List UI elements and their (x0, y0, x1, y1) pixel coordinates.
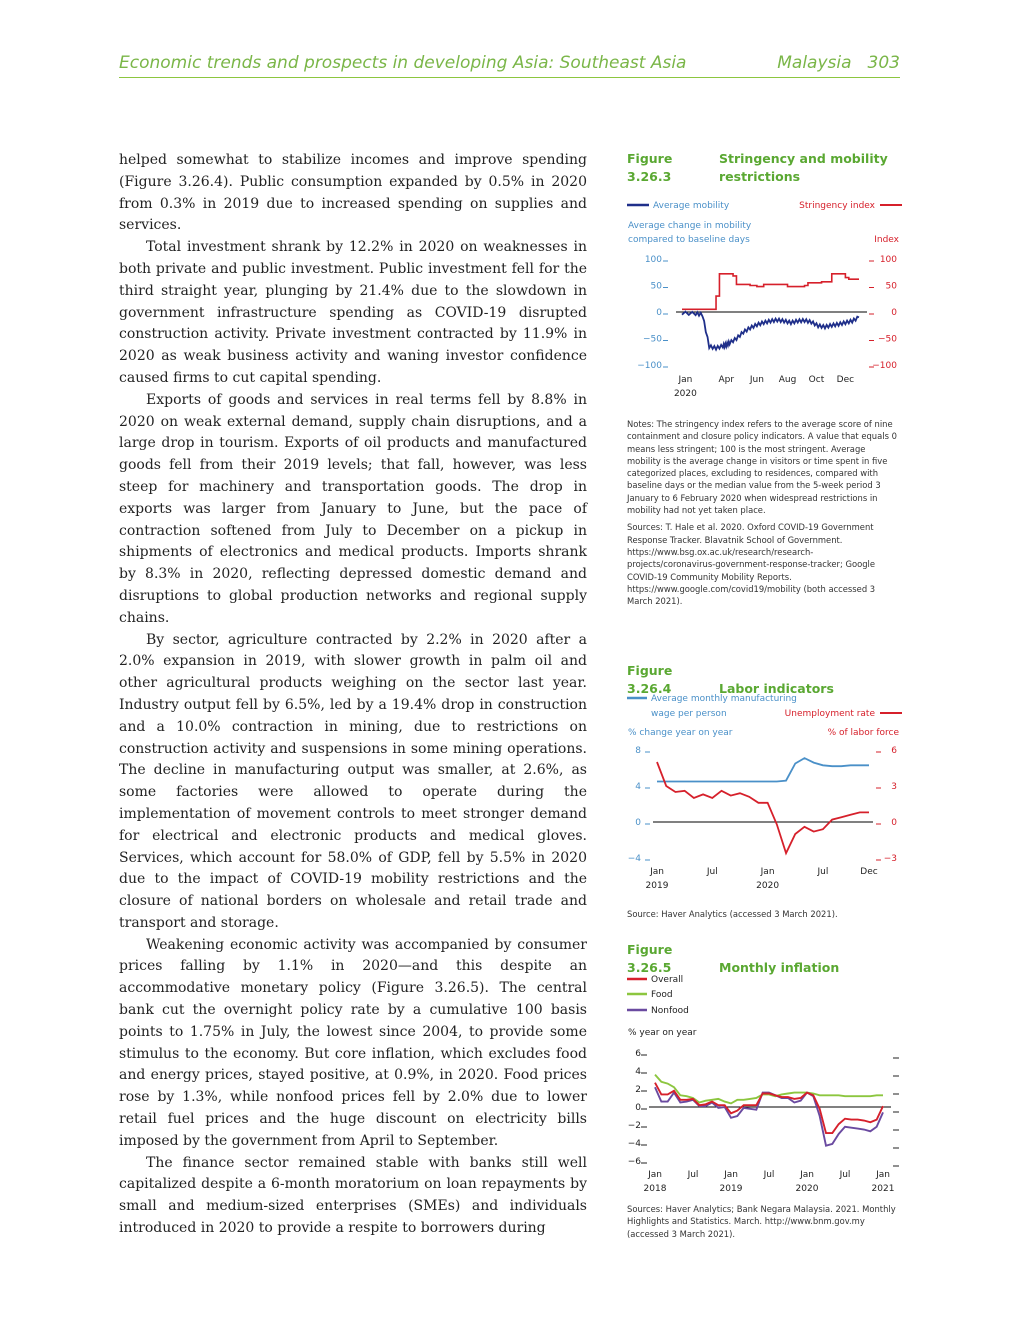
axis-title-left: % change year on year (628, 728, 733, 738)
figure-caption: Labor indicators (719, 681, 834, 696)
x-year-label: 2018 (643, 1184, 667, 1194)
paragraph: Weakening economic activity was accompanied by consumer prices falling by 1.1% in 2020—and this despite an accommodative monetary policy (Figure 3.26.5). The central bank cut the overnight policy rate by a cumulative 100 basis points to 1.75% in July, the lowest since 2004, to provide some stimulus to the economy. But core inflation, which excludes food and energy prices, stayed positive, at 0.9%, in 2020. Food prices rose by 1.3%, while nonfood prices fell by 2.0% due to lower retail fuel prices and the huge discount on electricity bills imposed by the government from April to September. (119, 936, 587, 1149)
tick-right: 3 (891, 782, 897, 792)
figure-number: Figure 3.26.4 (627, 663, 673, 696)
tick-right: 100 (879, 255, 897, 265)
axis-title-left-line2: compared to baseline days (628, 235, 750, 245)
x-tick-label: Jul (839, 1170, 851, 1180)
x-year-label: 2019 (719, 1184, 743, 1194)
axis-title-right: % of labor force (827, 728, 899, 738)
paragraph: The finance sector remained stable with banks still well capitalized despite a 6-month moratorium on loan repayments by small and medium-sized enterprises (SMEs) and individuals introduced in 2020 to provide a respite to borrowers during (119, 1154, 587, 1237)
x-tick-label: Jul (817, 867, 829, 877)
legend-label-stringency: Stringency index (799, 201, 875, 211)
legend-label-nonfood: Nonfood (651, 1006, 689, 1016)
tick-left: 100 (644, 255, 662, 265)
tick-left: 6 (635, 1049, 641, 1059)
x-tick-label: Jan (650, 867, 664, 877)
paragraph: By sector, agriculture contracted by 2.2% in 2020 after a 2.0% expansion in 2019, with slower growth in palm oil and other agricultural products weighing on the sector last year. Industry output fell by 6.5%, led by a 19.4% drop in construction and a 10.0% contraction in mining, due to restrictions on construction activity and suspensions in some mining operations. The decline in manufacturing output was smaller, at 2.6%, as some factories were allowed to operate during the implementation of movement controls to meet stronger demand for electrical and electronic products and medical gloves. Services, which account for 58.0% of GDP, fell by 5.5% in 2020 due to the impact of COVID-19 mobility restrictions and the closure of national borders on wholesale and retail trade and transport and storage. (119, 631, 587, 931)
axis-title: % year on year (628, 1028, 697, 1038)
tick-right: −50 (878, 334, 897, 345)
figure-caption: Monthly inflation (719, 960, 840, 975)
axis-title-right: Index (874, 235, 899, 245)
figure-labor-indicators (627, 662, 907, 919)
x-tick-label: Jan (724, 1170, 738, 1180)
x-year-label: 2020 (756, 881, 780, 891)
running-head-right (777, 53, 900, 73)
tick-left: −6 (627, 1157, 641, 1167)
figure-number: Figure 3.26.3 (627, 151, 673, 184)
figure-caption: Stringency and mobility restrictions (719, 151, 888, 184)
x-tick-label: Jul (706, 867, 718, 877)
tick-right: −3 (883, 854, 897, 864)
chart-stringency-mobility (627, 192, 907, 447)
figure-notes (627, 418, 899, 607)
tick-left: 0 (635, 818, 641, 828)
legend-label-wage-line1: Average monthly manufacturing (651, 694, 797, 704)
page-number: 303 (867, 53, 900, 73)
chart-labor-indicators (627, 688, 907, 928)
body-text (119, 150, 587, 1240)
figure-sources (627, 1203, 899, 1240)
sources-text: Sources: Haver Analytics; Bank Negara Malaysia. 2021. Monthly Highlights and Statistics. March. http://www.bnm.gov.my (accessed 3 March 2021). (627, 1204, 896, 1239)
x-tick-label: Dec (836, 375, 855, 385)
x-tick-label: Jan (678, 375, 693, 385)
tick-left: 4 (635, 1067, 641, 1077)
tick-left: −2 (627, 1121, 641, 1131)
series-line-stringency (682, 274, 859, 310)
paragraph: Total investment shrank by 12.2% in 2020 on weaknesses in both private and public investment. Public investment fell for the third straight year, plunging by 21.4% due to the slowdown in government infrastructure spending as COVID-19 disrupted construction activity. Private investment contracted by 11.9% in 2020 as weak business activity and waning investor confidence caused firms to cut capital spending. (119, 239, 587, 386)
legend-label-unemployment: Unemployment rate (784, 709, 875, 719)
tick-right: 50 (885, 281, 897, 292)
legend-label-mobility: Average mobility (653, 201, 730, 211)
x-tick-label: Jan (760, 867, 775, 877)
x-tick-label: Jul (687, 1170, 699, 1180)
x-tick-label: Dec (860, 867, 878, 877)
legend-label-food: Food (651, 990, 673, 1000)
figure-number: Figure 3.26.5 (627, 942, 673, 975)
tick-left: 4 (635, 782, 641, 792)
x-year-label: 2020 (673, 389, 697, 399)
figure-source (627, 908, 899, 920)
x-year-label: 2019 (645, 881, 669, 891)
axis-title-left-line1: Average change in mobility (628, 221, 752, 231)
paragraph: helped somewhat to stabilize incomes and improve spending (Figure 3.26.4). Public consumption expanded by 0.5% in 2020 from 0.3% in 2019 due to increased spending on supplies and services. (119, 152, 587, 234)
figure-monthly-inflation (627, 941, 907, 1239)
series-line-unemployment (657, 762, 869, 853)
tick-left: 0 (635, 1103, 641, 1113)
tick-left: −4 (627, 1139, 641, 1149)
tick-left: −50 (643, 334, 662, 345)
tick-right: 0 (891, 818, 897, 828)
figure-title (627, 150, 907, 186)
x-tick-label: Jan (648, 1170, 662, 1180)
figure-stringency-mobility (627, 150, 907, 607)
tick-right: −100 (872, 361, 897, 371)
tick-left: 0 (656, 308, 662, 318)
x-tick-label: Oct (808, 375, 825, 385)
tick-right: 0 (891, 308, 897, 318)
x-year-label: 2021 (871, 1184, 895, 1194)
legend-label-overall: Overall (651, 975, 684, 985)
tick-left: 2 (635, 1085, 641, 1095)
series-line-overall (655, 1083, 883, 1133)
x-tick-label: Jun (749, 375, 764, 385)
running-head-title: Economic trends and prospects in developing Asia: Southeast Asia (119, 53, 687, 73)
legend-label-wage-line2: wage per person (651, 709, 727, 719)
paragraph: Exports of goods and services in real terms fell by 8.8% in 2020 on weak external demand, supply chain disruptions, and a large drop in tourism. Exports of oil products and manufactured goods fell from their 2019 levels; that fall, however, was less steep for machinery and transportation goods. The drop in exports was larger from January to June, but the pace of contraction softened from July to December on a pickup in shipments of electronics and medical products. Imports shrank by 8.3% in 2020, reflecting depressed domestic demand and disruptions to global production networks and regional supply chains. (119, 391, 587, 626)
x-tick-label: Jan (876, 1170, 890, 1180)
tick-left: −4 (627, 854, 641, 864)
section-name: Malaysia (777, 53, 852, 73)
tick-left: 8 (635, 746, 641, 756)
sources-text: Sources: T. Hale et al. 2020. Oxford COVID-19 Government Response Tracker. Blavatnik School of Government. https://www.bsg.ox.ac.uk/research/research-projects/coronavirus-government-response-tracker; Google COVID-19 Community Mobility Reports. https://www.google.com/covid19/mobility (both accessed 3 March 2021). (627, 522, 876, 607)
series-line-mobility (682, 312, 859, 350)
running-head (119, 53, 900, 78)
chart-monthly-inflation (627, 969, 907, 1239)
x-tick-label: Jan (800, 1170, 814, 1180)
tick-left: 50 (650, 281, 662, 292)
x-tick-label: Jul (763, 1170, 775, 1180)
x-tick-label: Aug (778, 375, 797, 385)
tick-left: −100 (637, 361, 662, 371)
x-tick-label: Apr (718, 375, 735, 385)
source-text: Source: Haver Analytics (accessed 3 March 2021). (627, 909, 838, 919)
notes-text: Notes: The stringency index refers to the average score of nine containment and closure policy indicators. A value that equals 0 means less stringent; 100 is the most stringent. Average mobility is the average change in visitors or time spent in five categorized places, excluding to residences, compared with baseline days or the median value from the 5-week period 3 January to 6 February 2020 when widespread restrictions in mobility had not yet taken place. (627, 419, 897, 516)
tick-right: 6 (891, 746, 897, 756)
x-year-label: 2020 (795, 1184, 819, 1194)
series-line-wage (657, 758, 869, 781)
